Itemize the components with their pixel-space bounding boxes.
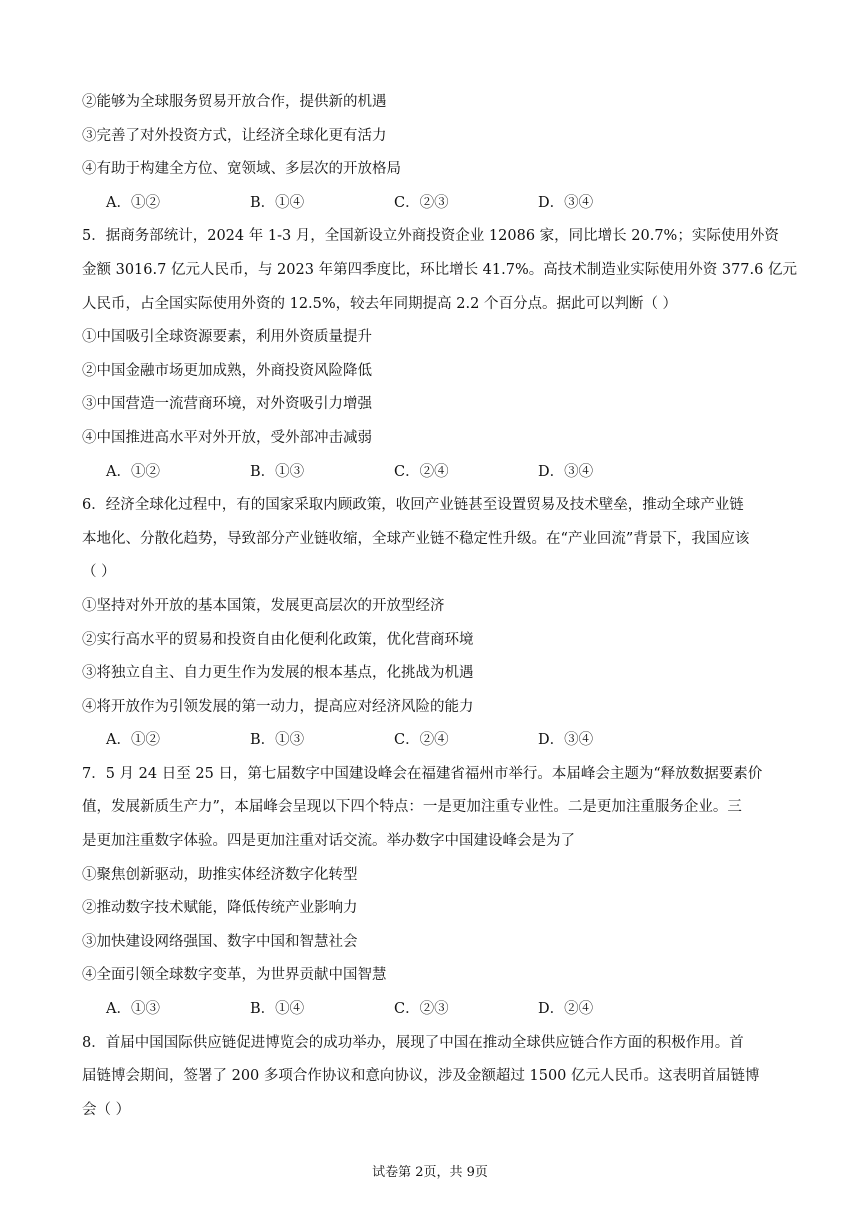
q7-option-b[interactable]: B．①④	[250, 1001, 305, 1018]
q6-stem-line: 6．经济全球化过程中，有的国家采取内顾政策，收回产业链甚至设置贸易及技术壁垒，推动全球产业链	[82, 497, 744, 514]
question-7	[82, 758, 782, 1027]
q6-option-b[interactable]: B．①③	[250, 732, 305, 749]
q5-option-a[interactable]: A．①②	[106, 463, 160, 480]
q7-stem-line: 7．5 月 24 日至 25 日，第七届数字中国建设峰会在福建省福州市举行。本届峰会主题为“释放数据要素价	[82, 765, 763, 782]
q4-option-b[interactable]: B．①④	[250, 194, 305, 211]
q5-stem-line: 5．据商务部统计，2024 年 1-3 月，全国新设立外商投资企业 12086 家，同比增长 20.7%；实际使用外资	[82, 228, 779, 245]
page-content	[82, 86, 797, 1127]
q6-option-d[interactable]: D．③④	[538, 732, 594, 749]
q4-item-3: ③完善了对外投资方式，让经济全球化更有活力	[82, 127, 387, 144]
q7-stem-line: 是更加注重数字体验。四是更加注重对话交流。举办数字中国建设峰会是为了	[82, 833, 575, 850]
q6-item-3: ③将独立自主、自力更生作为发展的根本基点，化挑战为机遇	[82, 665, 474, 682]
question-8	[82, 1027, 782, 1128]
q7-option-c[interactable]: C．②③	[394, 1001, 449, 1018]
q5-stem-line: 人民币，占全国实际使用外资的 12.5%，较去年同期提高 2.2 个百分点。据此可以判断（ ）	[82, 295, 678, 312]
q6-item-2: ②实行高水平的贸易和投资自由化便利化政策，优化营商环境	[82, 631, 474, 648]
q5-item-1: ①中国吸引全球资源要素，利用外资质量提升	[82, 329, 372, 346]
q6-options	[82, 724, 782, 758]
q6-stem-line: （ ）	[82, 564, 116, 581]
q6-item-1: ①坚持对外开放的基本国策，发展更高层次的开放型经济	[82, 597, 445, 614]
q7-item-4: ④全面引领全球数字变革，为世界贡献中国智慧	[82, 967, 387, 984]
question-5	[82, 220, 797, 489]
q5-stem-line: 金额 3016.7 亿元人民币，与 2023 年第四季度比，环比增长 41.7%。高技术制造业实际使用外资 377.6 亿元	[82, 261, 797, 278]
q5-item-2: ②中国金融市场更加成熟，外商投资风险降低	[82, 362, 372, 379]
q4-option-a[interactable]: A．①②	[106, 194, 160, 211]
q6-item-4: ④将开放作为引领发展的第一动力，提高应对经济风险的能力	[82, 698, 474, 715]
q5-option-c[interactable]: C．②④	[394, 463, 449, 480]
q4-option-d[interactable]: D．③④	[538, 194, 594, 211]
q5-item-4: ④中国推进高水平对外开放，受外部冲击减弱	[82, 429, 372, 446]
q6-stem-line: 本地化、分散化趋势，导致部分产业链收缩，全球产业链不稳定性升级。在“产业回流”背景下，我国应该	[82, 530, 750, 547]
q8-stem-line: 8．首届中国国际供应链促进博览会的成功举办，展现了中国在推动全球供应链合作方面的积极作用。首	[82, 1034, 744, 1051]
q6-option-a[interactable]: A．①②	[106, 732, 160, 749]
q4-item-2: ②能够为全球服务贸易开放合作，提供新的机遇	[82, 94, 387, 110]
page-footer: 试卷第 2页，共 9页	[372, 1165, 488, 1180]
q7-item-3: ③加快建设网络强国、数字中国和智慧社会	[82, 933, 358, 950]
q4-option-c[interactable]: C．②③	[394, 194, 449, 211]
q7-options	[82, 993, 782, 1027]
q4-item-4: ④有助于构建全方位、宽领域、多层次的开放格局	[82, 161, 401, 178]
q8-stem-line: 会（ ）	[82, 1101, 131, 1118]
q4-options	[82, 187, 782, 221]
q7-stem-line: 值，发展新质生产力”，本届峰会呈现以下四个特点：一是更加注重专业性。二是更加注重服务企业。三	[82, 799, 742, 816]
question-4-continued	[82, 86, 782, 220]
q7-option-d[interactable]: D．②④	[538, 1001, 594, 1018]
q7-item-1: ①聚焦创新驱动，助推实体经济数字化转型	[82, 866, 358, 883]
q8-stem-line: 届链博会期间，签署了 200 多项合作协议和意向协议，涉及金额超过 1500 亿元人民币。这表明首届链博	[82, 1068, 760, 1085]
q5-item-3: ③中国营造一流营商环境，对外资吸引力增强	[82, 396, 372, 413]
q6-option-c[interactable]: C．②④	[394, 732, 449, 749]
q7-option-a[interactable]: A．①③	[106, 1001, 160, 1018]
q7-item-2: ②推动数字技术赋能，降低传统产业影响力	[82, 900, 358, 917]
q5-option-d[interactable]: D．③④	[538, 463, 594, 480]
q5-options	[82, 456, 782, 490]
q5-option-b[interactable]: B．①③	[250, 463, 305, 480]
question-6	[82, 489, 782, 758]
